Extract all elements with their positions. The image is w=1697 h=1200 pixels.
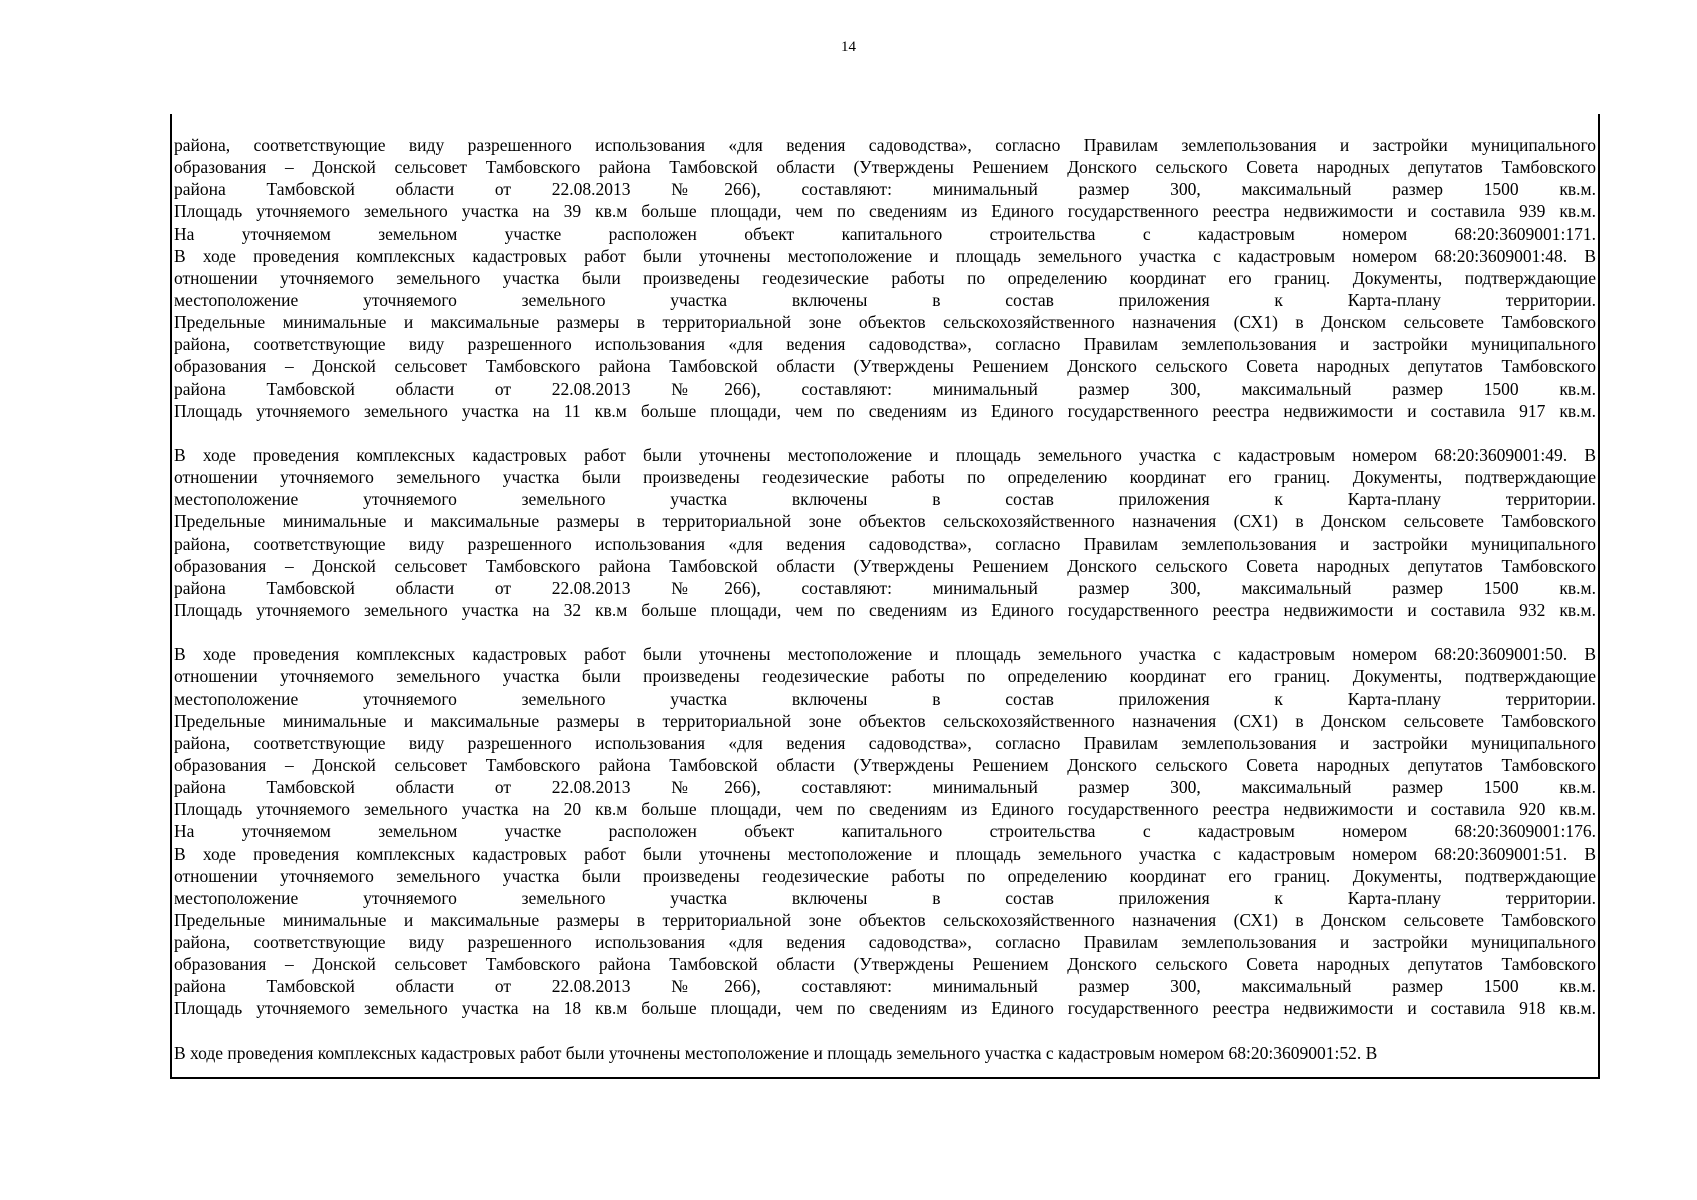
paragraph-gap — [174, 621, 1596, 643]
text-line: Площадь уточняемого земельного участка на 39 кв.м больше площади, чем по сведениям из Единого государственного реестра недвижимости и составила 939 кв.м. — [174, 201, 1596, 222]
text-line: Площадь уточняемого земельного участка на 32 кв.м больше площади, чем по сведениям из Единого государственного реестра недвижимости и составила 932 кв.м. — [174, 599, 1596, 620]
paragraph-gap — [174, 422, 1596, 444]
text-line: В ходе проведения комплексных кадастровых работ были уточнены местоположение и площадь земельного участка с кадастровым номером 68:20:3609001:50. В — [174, 644, 1596, 665]
text-line: района, соответствующие виду разрешенного использования «для ведения садоводства», согласно Правилам землепользования и застройки муниципального — [174, 533, 1596, 554]
text-paragraph — [174, 134, 1596, 422]
text-line: района, соответствующие виду разрешенного использования «для ведения садоводства», согласно Правилам землепользования и застройки муниципального — [174, 135, 1596, 155]
text-line: Предельные минимальные и максимальные размеры в территориальной зоне объектов сельскохозяйственного назначения (СХ1) в Донском сельсовете Тамбовского — [174, 909, 1596, 930]
text-line: В ходе проведения комплексных кадастровых работ были уточнены местоположение и площадь земельного участка с кадастровым номером 68:20:3609001:51. В — [174, 843, 1596, 864]
text-line: местоположение уточняемого земельного участка включены в состав приложения к Карта-плану территории. — [174, 887, 1596, 908]
text-line: Предельные минимальные и максимальные размеры в территориальной зоне объектов сельскохозяйственного назначения (СХ1) в Донском сельсовете Тамбовского — [174, 710, 1596, 731]
text-line: местоположение уточняемого земельного участка включены в состав приложения к Карта-плану территории. — [174, 289, 1596, 310]
text-line: В ходе проведения комплексных кадастровых работ были уточнены местоположение и площадь земельного участка с кадастровым номером 68:20:3609001:48. В — [174, 245, 1596, 266]
page-number: 14 — [841, 39, 856, 55]
text-line: района Тамбовской области от 22.08.2013 №266), составляют: минимальный размер 300, максимальный размер 1500 кв.м. — [174, 577, 1596, 598]
text-line: образования – Донской сельсовет Тамбовского района Тамбовской области (Утверждены Решением Донского сельского Совета народных депутатов Тамбовского — [174, 356, 1596, 377]
text-line: района, соответствующие виду разрешенного использования «для ведения садоводства», согласно Правилам землепользования и застройки муниципального — [174, 732, 1596, 753]
text-line: образования – Донской сельсовет Тамбовского района Тамбовской области (Утверждены Решением Донского сельского Совета народных депутатов Тамбовского — [174, 157, 1596, 178]
document-body — [174, 134, 1596, 1064]
text-line: района Тамбовской области от 22.08.2013 №266), составляют: минимальный размер 300, максимальный размер 1500 кв.м. — [174, 179, 1596, 200]
text-line: В ходе проведения комплексных кадастровых работ были уточнены местоположение и площадь земельного участка с кадастровым номером 68:20:3609001:49. В — [174, 444, 1596, 465]
text-line: В ходе проведения комплексных кадастровых работ были уточнены местоположение и площадь земельного участка с кадастровым номером 68:20:3609001:52. В — [174, 1042, 1378, 1063]
text-line: отношении уточняемого земельного участка были произведены геодезические работы по определению координат его границ. Документы, подтверждающие — [174, 467, 1596, 488]
text-line: местоположение уточняемого земельного участка включены в состав приложения к Карта-плану территории. — [174, 489, 1596, 510]
text-line: района Тамбовской области от 22.08.2013 №266), составляют: минимальный размер 300, максимальный размер 1500 кв.м. — [174, 976, 1596, 997]
text-paragraph — [174, 643, 1596, 1019]
text-line: района Тамбовской области от 22.08.2013 №266), составляют: минимальный размер 300, максимальный размер 1500 кв.м. — [174, 378, 1596, 399]
text-line: образования – Донской сельсовет Тамбовского района Тамбовской области (Утверждены Решением Донского сельского Совета народных депутатов Тамбовского — [174, 954, 1596, 975]
text-line: Предельные минимальные и максимальные размеры в территориальной зоне объектов сельскохозяйственного назначения (СХ1) в Донском сельсовете Тамбовского — [174, 511, 1596, 532]
text-line: Площадь уточняемого земельного участка на 18 кв.м больше площади, чем по сведениям из Единого государственного реестра недвижимости и составила 918 кв.м. — [174, 998, 1596, 1019]
paragraph-gap — [174, 1020, 1596, 1042]
text-line: отношении уточняемого земельного участка были произведены геодезические работы по определению координат его границ. Документы, подтверждающие — [174, 865, 1596, 886]
text-paragraph — [174, 1042, 1596, 1064]
text-paragraph — [174, 444, 1596, 621]
text-line: Предельные минимальные и максимальные размеры в территориальной зоне объектов сельскохозяйственного назначения (СХ1) в Донском сельсовете Тамбовского — [174, 312, 1596, 333]
text-line: На уточняемом земельном участке расположен объект капитального строительства с кадастровым номером 68:20:3609001:171. — [174, 223, 1596, 244]
text-line: района Тамбовской области от 22.08.2013 №266), составляют: минимальный размер 300, максимальный размер 1500 кв.м. — [174, 777, 1596, 798]
text-line: Площадь уточняемого земельного участка на 11 кв.м больше площади, чем по сведениям из Единого государственного реестра недвижимости и составила 917 кв.м. — [174, 400, 1596, 421]
text-line: района, соответствующие виду разрешенного использования «для ведения садоводства», согласно Правилам землепользования и застройки муниципального — [174, 334, 1596, 355]
text-line: отношении уточняемого земельного участка были произведены геодезические работы по определению координат его границ. Документы, подтверждающие — [174, 267, 1596, 288]
text-line: Площадь уточняемого земельного участка на 20 кв.м больше площади, чем по сведениям из Единого государственного реестра недвижимости и составила 920 кв.м. — [174, 799, 1596, 820]
text-line: района, соответствующие виду разрешенного использования «для ведения садоводства», согласно Правилам землепользования и застройки муниципального — [174, 932, 1596, 953]
text-line: образования – Донской сельсовет Тамбовского района Тамбовской области (Утверждены Решением Донского сельского Совета народных депутатов Тамбовского — [174, 754, 1596, 775]
text-line: На уточняемом земельном участке расположен объект капитального строительства с кадастровым номером 68:20:3609001:176. — [174, 821, 1596, 842]
text-line: местоположение уточняемого земельного участка включены в состав приложения к Карта-плану территории. — [174, 688, 1596, 709]
text-line: отношении уточняемого земельного участка были произведены геодезические работы по определению координат его границ. Документы, подтверждающие — [174, 666, 1596, 687]
text-line: образования – Донской сельсовет Тамбовского района Тамбовской области (Утверждены Решением Донского сельского Совета народных депутатов Тамбовского — [174, 555, 1596, 576]
